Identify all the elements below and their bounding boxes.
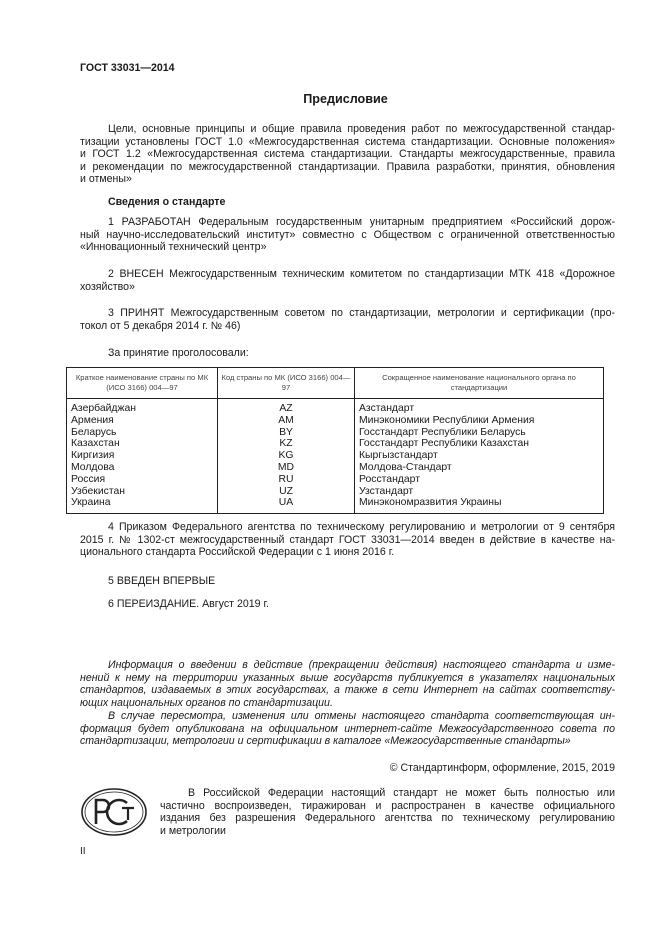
item-introduced — [80, 575, 615, 588]
item-adopted — [80, 307, 615, 332]
text-line: «Инновационный технический центр» — [80, 241, 267, 254]
item-developed — [80, 216, 615, 254]
text-line: 3 ПРИНЯТ Межгосударственным советом по стандартизации, метрологии и сертификации (про- — [108, 307, 615, 319]
cell-body: Госстандарт Республики Казахстан — [355, 438, 604, 450]
text-line: 4 Приказом Федерального агентства по техническому регулированию и метрологии от 9 сентября — [108, 521, 615, 533]
copyright-notice — [160, 787, 615, 837]
text-line: ный научно-исследовательский институт» совместно с Обществом с ограниченной ответственностью — [80, 228, 615, 241]
text-line: Цели, основные принципы и общие правила проведения работ по межгосударственной стандар- — [108, 123, 615, 135]
text-line: ционального стандарта Российской Федерации с 1 июня 2016 г. — [80, 546, 395, 559]
cell-body: Минэкономики Республики Армения — [355, 415, 604, 427]
section-heading: Сведения о стандарте — [108, 196, 226, 208]
table-row — [67, 486, 604, 498]
cell-body: Госстандарт Республики Беларусь — [355, 427, 604, 439]
cell-country: Армения — [71, 414, 114, 426]
text-line: В Российской Федерации настоящий стандарт не может быть полностью или — [188, 787, 615, 799]
cell-country: Киргизия — [71, 450, 115, 462]
cell-body: Узстандарт — [355, 486, 604, 498]
page-title: Предисловие — [303, 92, 388, 106]
table-row — [67, 438, 604, 450]
info-paragraph-2 — [80, 710, 615, 748]
text-line: и отмены» — [80, 173, 132, 186]
voted-label: За принятие проголосовали: — [108, 347, 249, 359]
cell-code: KG — [218, 450, 355, 462]
cell-code: UA — [218, 497, 355, 513]
text-line: стандартов, издаваемых в этих государствах, а также в сети Интернет на сайтах соответству- — [80, 684, 615, 697]
cell-code: AM — [218, 415, 355, 427]
text-line: и ГОСТ 1.2 «Межгосударственная система стандартизации. Стандарты межгосударственные, правила — [80, 148, 615, 161]
text-line: токол от 5 декабря 2014 г. № 46) — [80, 319, 241, 332]
text-line: ющих национальных органов по стандартизации. — [80, 696, 333, 709]
text-line: Информация о введении в действие (прекращении действия) настоящего стандарта и изме- — [108, 659, 615, 671]
column-header-country: Краткое наименование страны по МК (ИСО 3166) 004—97 — [67, 368, 218, 399]
text-line: 5 ВВЕДЕН ВПЕРВЫЕ — [108, 575, 216, 587]
column-header-body: Сокращенное наименование национального органа по стандартизации — [355, 368, 604, 399]
text-line: В случае пересмотра, изменения или отмены настоящего стандарта соответствующая ин- — [108, 710, 615, 722]
text-line: нений к нему на территории указанных выше государств публикуется в указателях национальных — [80, 671, 615, 684]
column-header-code: Код страны по МК (ИСО 3166) 004—97 — [218, 368, 355, 399]
intro-paragraph — [80, 123, 615, 186]
cell-body: Азстандарт — [355, 399, 604, 415]
table-row — [67, 462, 604, 474]
cell-country: Россия — [71, 473, 106, 485]
cell-code: MD — [218, 462, 355, 474]
table-row — [67, 415, 604, 427]
item-order — [80, 521, 615, 559]
cell-code: BY — [218, 427, 355, 439]
cell-body: Минэкономразвития Украины — [355, 497, 604, 513]
text-line: тизации установлены ГОСТ 1.0 «Межгосударственная система стандартизации. Основные положения» — [80, 135, 615, 148]
text-line: 1 РАЗРАБОТАН Федеральным государственным унитарным предприятием «Российский дорож- — [108, 216, 615, 228]
text-line: издания без разрешения Федерального агентства по техническому регулированию — [160, 812, 615, 825]
text-line: частично воспроизведен, тиражирован и распространен в качестве официального — [160, 799, 615, 812]
cell-country: Узбекистан — [71, 485, 125, 497]
gost-r-mark-icon — [80, 786, 148, 838]
text-line: хозяйство» — [80, 280, 135, 293]
voting-countries-table — [66, 367, 604, 514]
cell-country: Казахстан — [71, 438, 120, 450]
cell-code: AZ — [218, 399, 355, 415]
text-line: и рекомендации по межгосударственной стандартизации. Правила разработки, принятия, обновления — [80, 160, 615, 173]
text-line: и метрологии — [160, 824, 226, 837]
info-paragraph-1 — [80, 659, 615, 709]
document-id: ГОСТ 33031—2014 — [80, 62, 175, 74]
table-row — [67, 474, 604, 486]
cell-body: Кыргызстандарт — [355, 450, 604, 462]
cell-country: Украина — [71, 497, 111, 509]
table-row — [67, 450, 604, 462]
table-row — [67, 497, 604, 513]
cell-body: Молдова-Стандарт — [355, 462, 604, 474]
text-line: 6 ПЕРЕИЗДАНИЕ. Август 2019 г. — [108, 598, 269, 610]
cell-body: Росстандарт — [355, 474, 604, 486]
table-row — [67, 427, 604, 439]
text-line: стандартизации, метрологии и сертификации в каталоге «Межгосударственные стандарты» — [80, 735, 571, 748]
cell-code: KZ — [218, 438, 355, 450]
copyright: © Стандартинформ, оформление, 2015, 2019 — [389, 762, 615, 774]
item-submitted — [80, 268, 615, 293]
cell-code: UZ — [218, 486, 355, 498]
page-number: II — [80, 846, 86, 857]
text-line: 2015 г. № 1302-ст межгосударственный стандарт ГОСТ 33031—2014 введен в действие в качестве на- — [80, 533, 615, 546]
cell-country: Азербайджан — [71, 403, 136, 414]
text-line: формация будет опубликована на официальном интернет-сайте Межгосударственного совета по — [80, 722, 615, 735]
table-row — [67, 399, 604, 415]
table-header-row — [67, 368, 604, 399]
cell-country: Беларусь — [71, 426, 117, 438]
item-reissue — [80, 598, 615, 611]
cell-country: Молдова — [71, 461, 115, 473]
cell-code: RU — [218, 474, 355, 486]
text-line: 2 ВНЕСЕН Межгосударственным техническим комитетом по стандартизации МТК 418 «Дорожное — [108, 268, 615, 280]
